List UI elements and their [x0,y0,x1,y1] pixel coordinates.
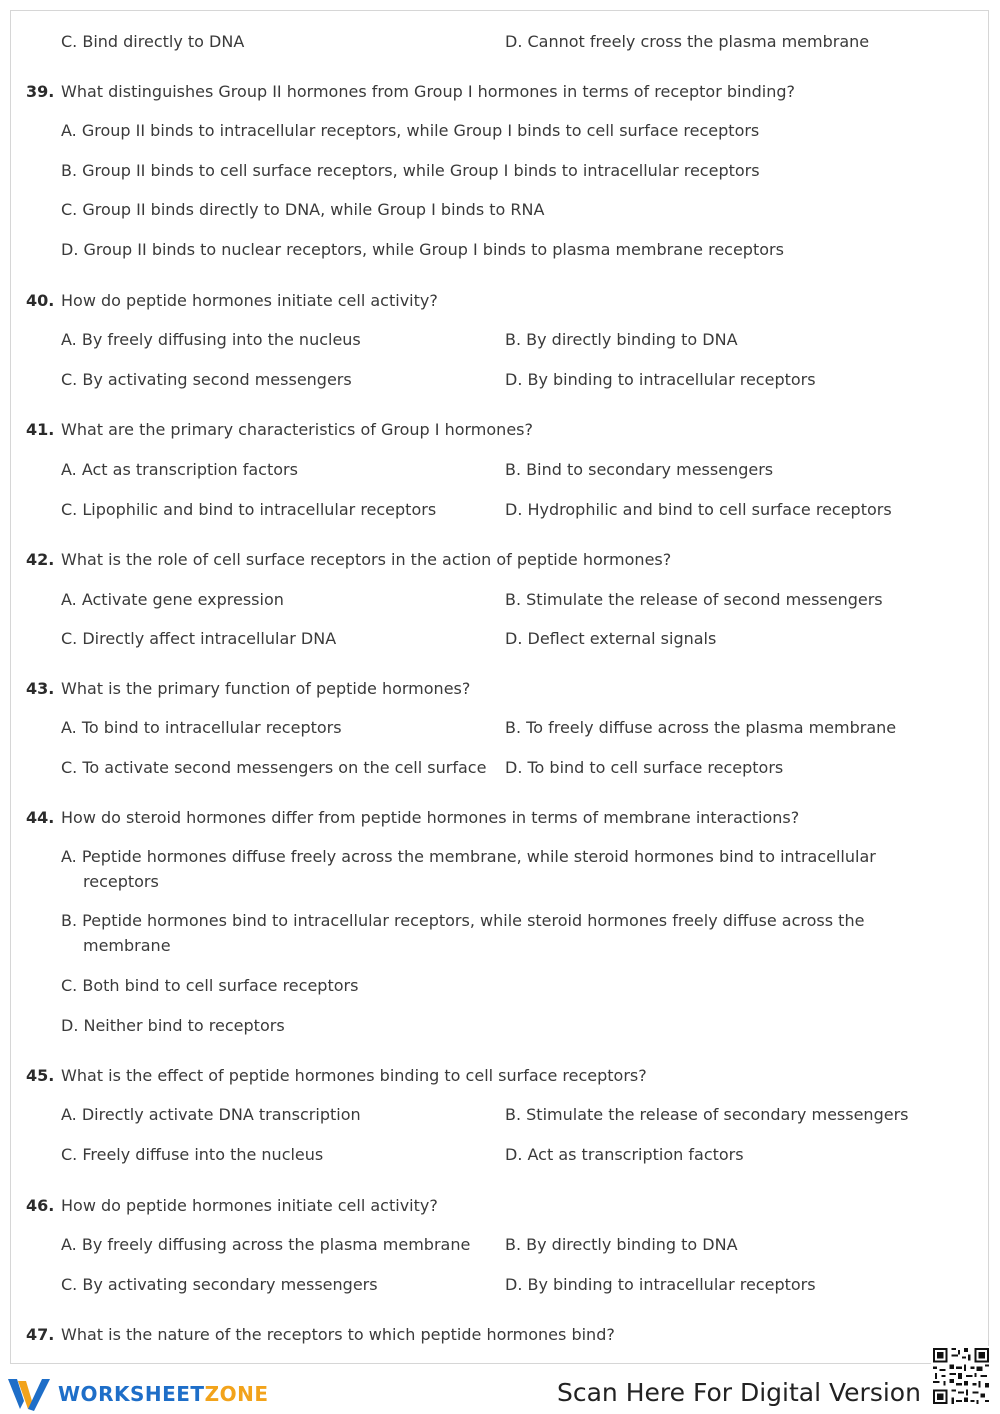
option-a: A. By freely diffusing into the nucleus [61,330,361,349]
option-b: B. By directly binding to DNA [505,1235,738,1254]
question-number: 41. [26,420,55,439]
question-number: 46. [26,1196,55,1215]
question-text: What is the nature of the receptors to which peptide hormones bind? [61,1325,615,1344]
option-d: D. Group II binds to nuclear receptors, while Group I binds to plasma membrane receptors [61,240,784,259]
qr-code-icon[interactable] [931,1346,991,1406]
option-d: D. Act as transcription factors [505,1145,744,1164]
logo-word-worksheet: WORKSHEET [58,1382,205,1406]
option-a: A. By freely diffusing across the plasma membrane [61,1235,471,1254]
question-number: 43. [26,679,55,698]
option-a: A. To bind to intracellular receptors [61,718,342,737]
option-d: D. By binding to intracellular receptors [505,370,816,389]
option-a: A. Act as transcription factors [61,460,298,479]
option-d: D. By binding to intracellular receptors [505,1275,816,1294]
option-d: D. Deflect external signals [505,629,717,648]
option-a: A. Peptide hormones diffuse freely across the membrane, while steroid hormones bind to intracellular receptors [61,847,876,891]
worksheetzone-logo[interactable] [8,1376,268,1412]
question-text: What is the role of cell surface receptors in the action of peptide hormones? [61,550,672,569]
question-number: 44. [26,808,55,827]
question-number: 47. [26,1325,55,1344]
question-text: What distinguishes Group II hormones from Group I hormones in terms of receptor binding? [61,82,795,101]
scan-caption: Scan Here For Digital Version [557,1378,921,1407]
question-number: 45. [26,1066,55,1085]
question-number: 42. [26,550,55,569]
option-d: D. To bind to cell surface receptors [505,758,784,777]
option-b: B. Peptide hormones bind to intracellular receptors, while steroid hormones freely diffuse across the membrane [61,911,865,955]
option-c: C. Both bind to cell surface receptors [61,976,359,995]
option-a: A. Directly activate DNA transcription [61,1105,361,1124]
option-c: C. Group II binds directly to DNA, while Group I binds to RNA [61,200,545,219]
option-c: C. Directly affect intracellular DNA [61,629,337,648]
option-b: B. Group II binds to cell surface receptors, while Group I binds to intracellular receptors [61,161,760,180]
logo-word-zone: ZONE [204,1382,269,1406]
option-b: B. Bind to secondary messengers [505,460,774,479]
question-number: 39. [26,82,55,101]
question-text: What is the effect of peptide hormones binding to cell surface receptors? [61,1066,647,1085]
question-text: How do peptide hormones initiate cell activity? [61,291,438,310]
option-c: C. By activating secondary messengers [61,1275,378,1294]
option-b: B. Stimulate the release of secondary messengers [505,1105,909,1124]
option-c: C. By activating second messengers [61,370,352,389]
option-c: C. Freely diffuse into the nucleus [61,1145,324,1164]
option-a: A. Group II binds to intracellular receptors, while Group I binds to cell surface receptors [61,121,760,140]
option-a: A. Activate gene expression [61,590,284,609]
option-38-d: D. Cannot freely cross the plasma membrane [505,32,870,51]
question-text: What are the primary characteristics of Group I hormones? [61,420,533,439]
option-38-c: C. Bind directly to DNA [61,32,245,51]
logo-w-icon [8,1377,50,1411]
option-b: B. By directly binding to DNA [505,330,738,349]
question-number: 40. [26,291,55,310]
option-b: B. Stimulate the release of second messengers [505,590,883,609]
option-d: D. Neither bind to receptors [61,1016,285,1035]
logo-text [58,1382,268,1406]
option-d: D. Hydrophilic and bind to cell surface receptors [505,500,892,519]
option-c: C. Lipophilic and bind to intracellular receptors [61,500,437,519]
option-b: B. To freely diffuse across the plasma membrane [505,718,897,737]
question-text: How do peptide hormones initiate cell activity? [61,1196,438,1215]
question-text: What is the primary function of peptide hormones? [61,679,471,698]
option-c: C. To activate second messengers on the cell surface [61,758,487,777]
question-text: How do steroid hormones differ from peptide hormones in terms of membrane interactions? [61,808,800,827]
